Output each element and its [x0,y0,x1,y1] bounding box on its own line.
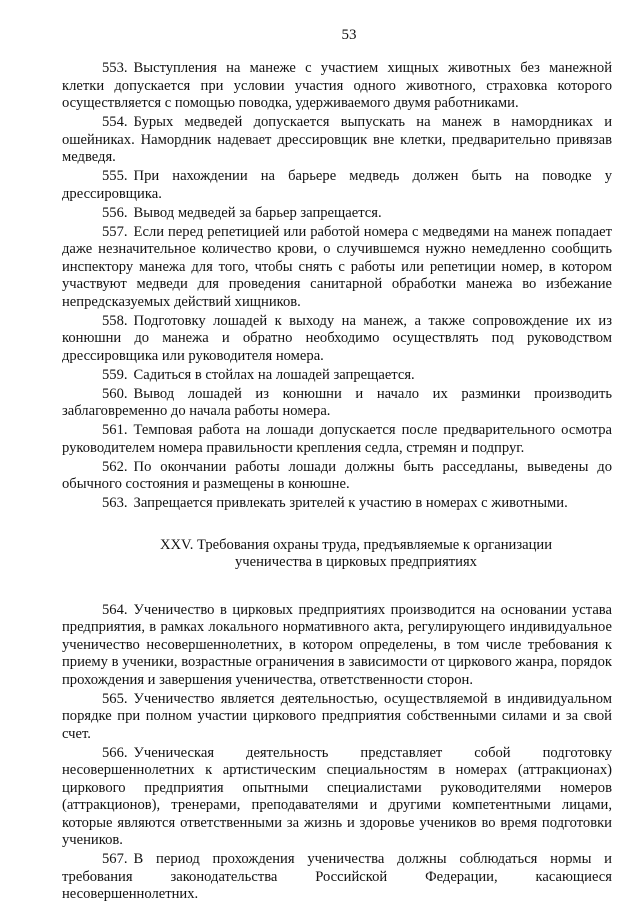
paragraph-number: 555. [102,168,128,184]
section-apprenticeship [62,602,612,904]
paragraph-text: Ученичество является деятельностью, осуществляемой в индивидуальном порядке при полном участии циркового предприятия собственными силами и за свой счет. [62,690,612,742]
paragraph-text: По окончании работы лошади должны быть расседланы, выведены до обычного состояния и размещены в конюшне. [62,458,612,492]
paragraph-number: 556. [102,204,128,221]
paragraph-text: Запрещается привлекать зрителей к участию в номерах с животными. [133,495,568,511]
paragraph-number: 561. [102,422,128,438]
paragraph-number: 560. [102,385,128,402]
page-number: 53 [341,27,357,43]
paragraph-565 [62,691,612,744]
paragraph-text: Подготовку лошадей к выходу на манеж, а также сопровождение их из конюшни до манежа и обратно необходимо осуществлять под руководством дрессировщика или руководителя номера. [62,312,612,364]
paragraph-number: 559. [102,366,128,383]
paragraph-text: В период прохождения ученичества должны соблюдаться нормы и требования законодательства Российской Федерации, касающиеся несовершеннолетних. [62,851,612,902]
paragraph-564 [62,602,612,690]
paragraph-text: Выступления на манеже с участием хищных животных без манежной клетки допускается при условии участия одного животного, страховка которого осуществляется с помощью поводка, удерживаемого двумя работниками. [62,60,612,111]
paragraph-text: Темповая работа на лошади допускается после предварительного осмотра руководителем номера правильности крепления седла, стремян и подпруг. [62,422,612,456]
paragraph-text: Вывод медведей за барьер запрещается. [133,204,382,221]
paragraph-number: 565. [102,690,128,707]
document-page [62,26,612,905]
paragraph-text: Ученичество в цирковых предприятиях производится на основании устава предприятия, в рамках локального нормативного акта, регулирующего индивидуальное ученичество несовершеннолетних, в котором определены, в том числе требования к приему в ученики, возрастные ограничения в зависимости от циркового жанра, порядок прохождения и завершения ученичества, ответственности сторон. [62,601,612,688]
paragraph-text: При нахождении на барьере медведь должен быть на поводке у дрессировщика. [62,168,612,202]
section-heading [100,537,612,572]
paragraph-text: Ученическая деятельность представляет собой подготовку несовершеннолетних к артистическим специальностям в номерах (аттракционах) циркового предприятия опытными специалистами руководителями номеров (аттракционов), тренерами, преподавателями и другими компетентными лицами, которые являются ответственными за жизнь и здоровье учеников во время подготовки учеников. [62,744,612,848]
paragraph-number: 563. [102,495,128,511]
paragraph-number: 557. [102,223,128,240]
section-animals [62,60,612,513]
paragraph-559 [62,367,612,385]
paragraph-561 [62,422,612,457]
paragraph-text: Бурых медведей допускается выпускать на манеж в намордниках и ошейниках. Намордник надевает дрессировщик вне клетки, предварительно привязав медведя. [62,114,612,165]
paragraph-558 [62,313,612,366]
paragraph-number: 554. [102,114,128,130]
paragraph-567 [62,851,612,904]
paragraph-number: 566. [102,744,128,761]
section-heading-line-1: XXV. Требования охраны труда, предъявляемые к организации [159,536,553,553]
paragraph-number: 564. [102,601,128,618]
paragraph-560 [62,386,612,421]
paragraph-number: 558. [102,312,128,329]
paragraph-566 [62,745,612,850]
paragraph-556 [62,205,612,223]
paragraph-562 [62,459,612,494]
paragraph-563 [62,495,612,513]
paragraph-554 [62,114,612,167]
paragraph-555 [62,168,612,203]
paragraph-number: 562. [102,458,128,475]
paragraph-553 [62,60,612,113]
paragraph-text: Если перед репетицией или работой номера с медведями на манеж попадает даже незначительное количество крови, о случившемся нужно немедленно сообщить инспектору манежа для того, чтобы снять с работы или репетиции номер, в котором участвуют медведи для проведения санитарной обработки манежа во избежание непредсказуемых действий хищников. [62,223,612,310]
paragraph-text: Садиться в стойлах на лошадей запрещается. [133,366,415,383]
section-heading-line-2: ученичества в цирковых предприятиях [235,554,477,570]
paragraph-557 [62,224,612,312]
paragraph-text: Вывод лошадей из конюшни и начало их разминки производить заблаговременно до начала работы номера. [62,385,612,419]
paragraph-number: 567. [102,851,128,867]
paragraph-number: 553. [102,60,128,76]
